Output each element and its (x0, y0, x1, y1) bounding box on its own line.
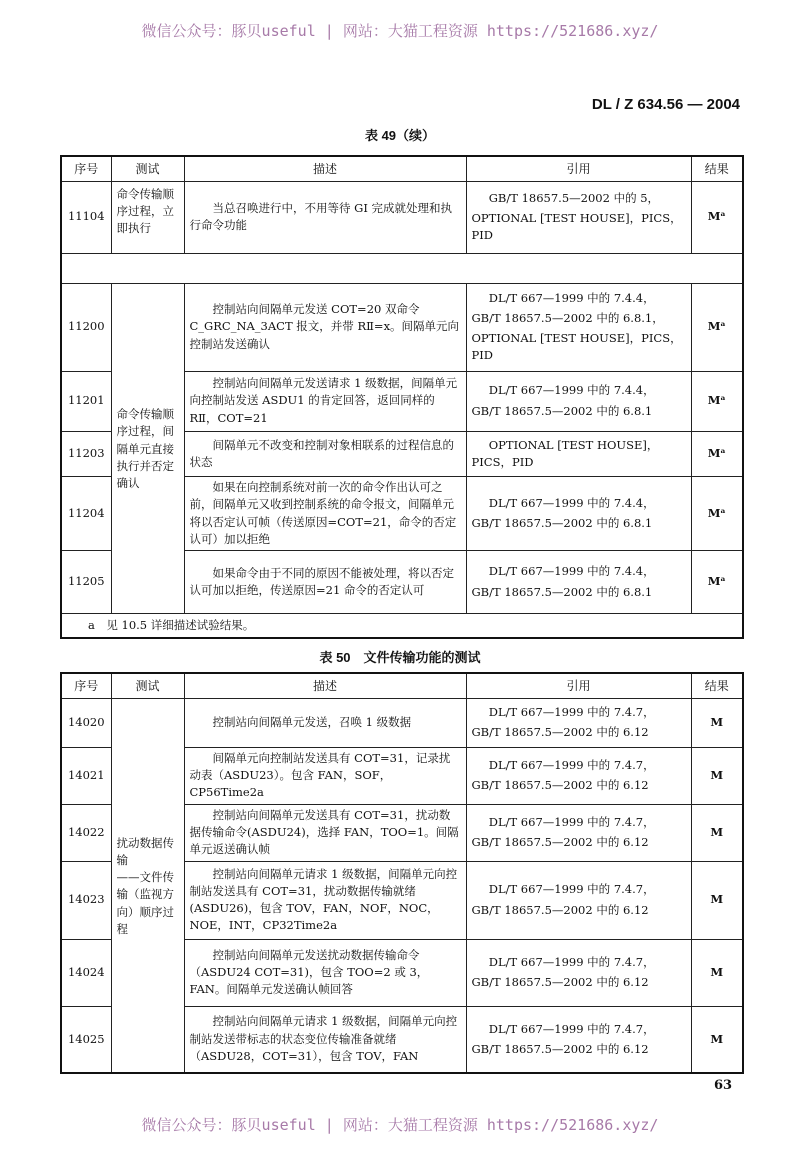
row-id: 11203 (61, 431, 111, 477)
column-header: 引用 (466, 156, 691, 181)
description: 控制站向间隔单元请求 1 级数据，间隔单元向控制站发送带标志的状态变位传输准备就绪（ASDU28，COT=31），包含 TOV，FAN (184, 1006, 466, 1073)
table-row (61, 698, 743, 747)
column-header: 结果 (691, 673, 743, 698)
result: M (691, 747, 743, 804)
reference-line: GB/T 18657.5—2002 中的 6.12 (471, 725, 649, 739)
reference-cell (466, 698, 691, 747)
reference-line: GB/T 18657.5—2002 中的 6.8.1 (471, 584, 653, 599)
row-id: 11205 (61, 551, 111, 614)
table-49 (60, 155, 744, 639)
result: Mᵃ (691, 371, 743, 431)
column-header: 测试 (111, 156, 184, 181)
reference-cell (466, 431, 691, 477)
reference-line: OPTIONAL [TEST HOUSE]，PICS，PID (471, 331, 682, 363)
reference-line: OPTIONAL [TEST HOUSE]，PICS，PID (471, 210, 682, 243)
description: 控制站向间隔单元发送具有 COT=31，扰动数据传输命令(ASDU24)，选择 FAN，TOO=1。间隔单元返送确认帧 (184, 804, 466, 861)
row-id: 14022 (61, 804, 111, 861)
reference-line: DL/T 667—1999 中的 7.4.7， (488, 954, 655, 969)
column-header: 描述 (184, 156, 466, 181)
test-name: 命令传输顺序过程，间隔单元直接执行并否定确认 (111, 283, 184, 614)
result: M (691, 861, 743, 939)
reference-line: GB/T 18657.5—2002 中的 5， (488, 190, 660, 205)
reference-cell (466, 939, 691, 1006)
column-header: 测试 (111, 673, 184, 698)
table49-title: 表 49（续） (364, 128, 436, 143)
description: 如果在向控制系统对前一次的命令作出认可之前，间隔单元又收到控制系统的命令报文，间隔单元将以否定认可帧（传送原因=COT=21，命令的否定认可）加以拒绝 (184, 477, 466, 551)
reference-line: GB/T 18657.5—2002 中的 6.8.1 (471, 516, 653, 530)
reference-cell (466, 371, 691, 431)
table50-title: 表 50 文件传输功能的测试 (319, 650, 481, 665)
row-id: 11104 (61, 181, 111, 253)
result: Mᵃ (691, 477, 743, 551)
column-header: 结果 (691, 156, 743, 181)
description: 当总召唤进行中，不用等待 GI 完成就处理和执行命令功能 (184, 181, 466, 253)
test-name: 扰动数据传输 ——文件传输（监视方向）顺序过程 (111, 698, 184, 1073)
column-header: 序号 (61, 673, 111, 698)
column-header: 序号 (61, 156, 111, 181)
row-id: 14024 (61, 939, 111, 1006)
reference-line: GB/T 18657.5—2002 中的 6.12 (471, 975, 649, 989)
description: 间隔单元不改变和控制对象相联系的过程信息的状态 (184, 431, 466, 477)
reference-line: GB/T 18657.5—2002 中的 6.12 (471, 902, 649, 917)
standard-id: DL / Z 634.56 — 2004 (591, 96, 740, 113)
reference-cell (466, 804, 691, 861)
reference-cell (466, 477, 691, 551)
footnote-row (61, 614, 743, 638)
row-id: 14023 (61, 861, 111, 939)
reference-line: DL/T 667—1999 中的 7.4.4， (488, 564, 655, 579)
row-id: 14020 (61, 698, 111, 747)
result: M (691, 1006, 743, 1073)
table-50 (60, 672, 744, 1074)
description: 控制站向间隔单元发送请求 1 级数据，间隔单元向控制站发送 ASDU1 的肯定回答，返回同样的 RⅡ，COT=21 (184, 371, 466, 431)
table-header-row (61, 673, 743, 698)
description: 控制站向间隔单元发送 COT=20 双命令 C_GRC_NA_3ACT 报文，并带 RⅡ=x。间隔单元向控制站发送确认 (184, 283, 466, 371)
page-number: 63 (714, 1078, 733, 1093)
table-header-row (61, 156, 743, 181)
reference-line: DL/T 667—1999 中的 7.4.4， (488, 383, 655, 398)
row-id: 11201 (61, 371, 111, 431)
row-id: 14025 (61, 1006, 111, 1073)
description: 控制站向间隔单元发送扰动数据传输命令（ASDU24 COT=31)，包含 TOO=2 或 3，FAN。间隔单元发送确认帧回答 (184, 939, 466, 1006)
test-name: 命令传输顺序过程，立即执行 (111, 181, 184, 253)
reference-cell (466, 283, 691, 371)
row-id: 11200 (61, 283, 111, 371)
reference-line: DL/T 667—1999 中的 7.4.4， (488, 495, 655, 510)
reference-line: GB/T 18657.5—2002 中的 6.8.1 (471, 403, 653, 418)
watermark-bottom: 微信公众号：豚贝useful | 网站：大猫工程资源 https://521686.xyz/ (141, 1116, 659, 1134)
reference-cell (466, 861, 691, 939)
description: 间隔单元向控制站发送具有 COT=31，记录扰动表（ASDU23）。包含 FAN，SOF，CP56Time2a (184, 747, 466, 804)
row-id: 11204 (61, 477, 111, 551)
table-row (61, 283, 743, 371)
reference-line: DL/T 667—1999 中的 7.4.4， (488, 290, 655, 305)
reference-line: GB/T 18657.5—2002 中的 6.12 (471, 1041, 649, 1056)
reference-line: DL/T 667—1999 中的 7.4.7， (488, 814, 655, 829)
description: 控制站向间隔单元请求 1 级数据，间隔单元向控制站发送具有 COT=31，扰动数据传输就绪(ASDU26)，包含 TOV，FAN，NOF，NOC，NOE，INT，CP32Time2a (184, 861, 466, 939)
watermark-top: 微信公众号：豚贝useful | 网站：大猫工程资源 https://521686.xyz/ (141, 22, 659, 40)
reference-line: DL/T 667—1999 中的 7.4.7， (488, 757, 655, 772)
reference-cell (466, 1006, 691, 1073)
reference-cell (466, 181, 691, 253)
reference-line: GB/T 18657.5—2002 中的 6.12 (471, 778, 649, 792)
result: M (691, 698, 743, 747)
result: Mᵃ (691, 551, 743, 614)
reference-line: DL/T 667—1999 中的 7.4.7， (488, 704, 655, 719)
result: M (691, 939, 743, 1006)
column-header: 引用 (466, 673, 691, 698)
result: Mᵃ (691, 181, 743, 253)
result: Mᵃ (691, 283, 743, 371)
reference-cell (466, 551, 691, 614)
column-header: 描述 (184, 673, 466, 698)
description: 控制站向间隔单元发送，召唤 1 级数据 (184, 698, 466, 747)
result: Mᵃ (691, 431, 743, 477)
reference-cell (466, 747, 691, 804)
reference-line: GB/T 18657.5—2002 中的 6.12 (471, 835, 649, 849)
footnote: a 见 10.5 详细描述试验结果。 (61, 614, 743, 638)
description: 如果命令由于不同的原因不能被处理，将以否定认可加以拒绝，传送原因=21 命令的否定认可 (184, 551, 466, 614)
table-row (61, 181, 743, 253)
blank-cell (61, 253, 743, 283)
row-id: 14021 (61, 747, 111, 804)
reference-line: OPTIONAL [TEST HOUSE]，PICS，PID (471, 437, 659, 469)
reference-line: DL/T 667—1999 中的 7.4.7， (488, 882, 655, 897)
blank-row (61, 253, 743, 283)
reference-line: DL/T 667—1999 中的 7.4.7， (488, 1021, 655, 1036)
result: M (691, 804, 743, 861)
reference-line: GB/T 18657.5—2002 中的 6.8.1， (471, 310, 664, 325)
